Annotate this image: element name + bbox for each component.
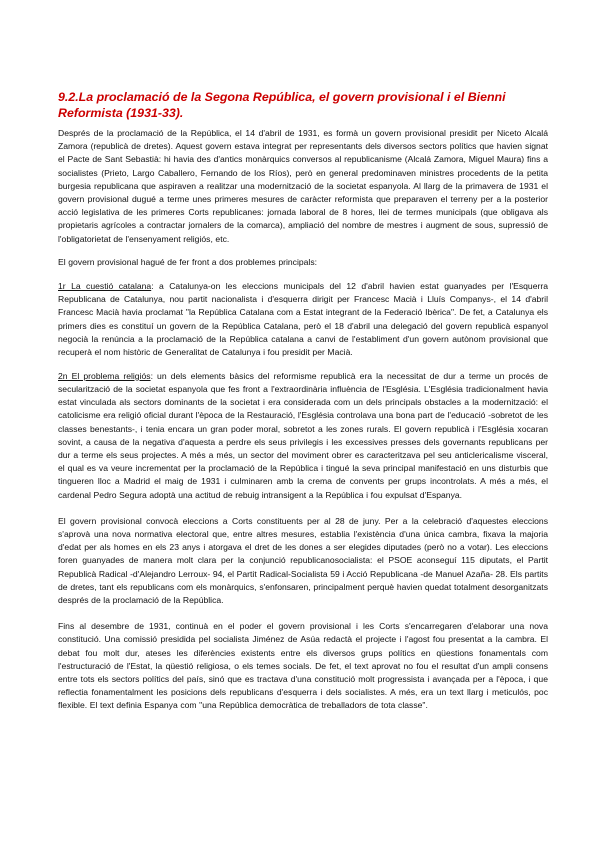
paragraph-lead: 1r La cuestió catalana	[58, 281, 152, 292]
paragraph-text: Fins al desembre de 1931, continuà en el poder el govern provisional i les Corts s'encarregaren d'elaborar una nova constitució. Una comissió presidida pel socialista Jiménez de Asúa redactà el projecte i l'agost fou presentat a la cambra. El debat fou molt dur, ateses les diferències existents entre els diversos grups polítics en qüestions fonamentals com l'estructuració de l'Estat, la qüestió religiosa, o els temes socials. De fet, el text aprovat no fou el resultat d'un ampli consens entre tots els sectors polítics del país, sinó que es tractava d'una constitució molt progressista i avançada per a l'època, i que reflectia fonamentalment les posicions dels republicans d'esquerra i dels socialistes. A més, era un text llarg i meticulós, poc flexible. El text definia Espanya com "una República democràtica de treballadors de tota classe".	[58, 621, 548, 711]
paragraph-problems-intro	[58, 256, 548, 269]
paragraph-catalan-question	[58, 280, 548, 359]
paragraph-text: : un dels elements bàsics del reformisme republicà era la necessitat de dur a terme un procés de secularització de la societat espanyola que fes front a l'extraordinària influència de l'Església. L'Església tradicionalment havia estat vinculada als sectors dominants de la societat i era considerada com un dels principals obstacles a la modernització: el catolicisme era religió oficial durant l'època de la Restauració, l'Església controlava una bona part de l'educació -sobretot de les classes benestants-, i tenia encara un gran poder moral, sobretot a les zones rurals. El govern republicà i l'Església xocaran sovint, a causa de la negativa d'aquesta a perdre els seus privilegis i les excessives presses dels governants republicans per dur a terme els seus projectes. A més a més, un sector del moviment obrer es caracteritzava pel seu anticlericalisme visceral, el qual es va veure incrementat per la proclamació de la República i tingué la seva principal manifestació en uns disturbis que tingueren lloc a Madrid el maig de 1931 i culminaren amb la crema de convents per grups incontrolats. A més a més, el cardenal Pedro Segura adoptà una actitud de rebuig intransigent a la República i fou expulsat d'Espanya.	[58, 370, 548, 500]
paragraph-constitution	[58, 620, 548, 712]
paragraph-text: : a Catalunya-on les eleccions municipals del 12 d'abril havien estat guanyades per l'Esquerra Republicana de Catalunya, nou partit nacionalista i d'esquerra dirigit per Francesc Macià i Lluís Companys-, el 14 d'abril Francesc Macià havia proclamat "la República Catalana com a Estat integrant de la Federació Ibèrica". De fet, a Catalunya els primers dies es constituí un govern de la República Catalana, però el 18 d'abril una delegació del govern republicà espanyol negocià la renúncia a la proclamació de la República catalana a canvi de l'establiment d'un govern autònom provisional que recuperà el nom històric de Generalitat de Catalunya i fou presidit per Macià.	[58, 281, 548, 358]
document-page	[58, 90, 548, 723]
paragraph-intro	[58, 127, 548, 246]
paragraph-elections	[58, 515, 548, 607]
section-title: 9.2.La proclamació de la Segona República, el govern provisional i el Bienni Reformista (1931-33).	[58, 90, 506, 120]
paragraph-religious-problem	[58, 370, 548, 502]
paragraph-text: Després de la proclamació de la República, el 14 d'abril de 1931, es formà un govern provisional presidit per Niceto Alcalá Zamora (republicà de dretes). Aquest govern estava integrat per representants dels diversos sectors polítics que havien signat el Pacte de Sant Sebastià: hi havia des d'antics monàrquics conversos al republicanisme (Alcalá Zamora, Miguel Maura) fins a socialistes (Prieto, Largo Caballero, Fernando de los Ríos), però en general predominaven ministres procedents de la petita burgesia republicana que aspiraven a realitzar una modernització de la societat espanyola. Al llarg de la primavera de 1931 el govern provisional dugué a terme unes primeres mesures de caràcter reformista que preparaven el terreny per a la posterior acció legislativa de les primeres Corts republicanes: jornada laboral de 8 hores, llei de termes municipals (que obligava als propietaris agrícoles a contractar jornalers de la comarca), ampliació del nombre de mestres i augment de sous, supressió de l'obligatorietat de l'ensenyament religiós, etc.	[58, 128, 548, 244]
paragraph-text: El govern provisional convocà eleccions a Corts constituents per al 28 de juny. Per a la celebració d'aquestes eleccions s'aprovà una nova normativa electoral que, entre altres mesures, establia l'existència d'una única cambra, fixava la majoria d'edat per als homes en els 23 anys i atorgava el dret de les dones a ser elegides diputades (però no a votar). Les eleccions foren guanyades de manera molt clara per la conjunció republicanosocialista: el PSOE aconseguí 115 diputats, el Partit Republicà Radical -d'Alejandro Lerroux- 94, el Partit Radical-Socialista 59 i Acció Republicana -de Manuel Azaña- 28. Els partits de dretes, tant els republicans com els monàrquics, s'enfonsaren, principalment perquè havien quedat totalment desorganitzats després de la proclamació de la República.	[58, 515, 548, 605]
paragraph-text: El govern provisional hagué de fer front a dos problemes principals:	[58, 257, 318, 268]
paragraph-lead: 2n El problema religiós	[58, 370, 151, 381]
